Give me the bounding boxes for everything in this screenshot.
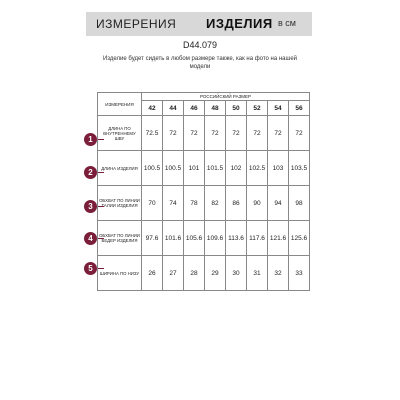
- size-group-header: РОССИЙСКИЙ РАЗМЕР: [142, 93, 310, 101]
- size-header-cell: 54: [268, 101, 289, 116]
- table-cell: 26: [142, 256, 163, 291]
- table-cell: 100.5: [142, 151, 163, 186]
- table-cell: 82: [205, 186, 226, 221]
- measurement-label: ШИРИНА ПО НИЗУ: [98, 256, 142, 291]
- row-number-badge: 2: [84, 166, 97, 179]
- table-cell: 103: [268, 151, 289, 186]
- title-banner: [86, 12, 312, 36]
- table-cell: 78: [184, 186, 205, 221]
- table-cell: 27: [163, 256, 184, 291]
- row-number-badge: 3: [84, 200, 97, 213]
- size-table: [97, 92, 310, 291]
- table-cell: 90: [247, 186, 268, 221]
- table-row: [98, 186, 310, 221]
- table-cell: 30: [226, 256, 247, 291]
- table-cell: 117.6: [247, 221, 268, 256]
- table-cell: 72: [247, 116, 268, 151]
- title-measurements: ИЗМЕРЕНИЯ: [96, 17, 177, 31]
- table-cell: 70: [142, 186, 163, 221]
- size-header-cell: 44: [163, 101, 184, 116]
- table-cell: 102: [226, 151, 247, 186]
- size-header-cell: 56: [289, 101, 310, 116]
- table-cell: 72: [163, 116, 184, 151]
- table-cell: 31: [247, 256, 268, 291]
- title-product: ИЗДЕЛИЯ: [206, 16, 273, 31]
- table-cell: 94: [268, 186, 289, 221]
- table-cell: 101: [184, 151, 205, 186]
- row-pointer-line: [98, 238, 104, 239]
- table-cell: 72: [184, 116, 205, 151]
- table-cell: 72: [289, 116, 310, 151]
- table-cell: 101.6: [163, 221, 184, 256]
- row-pointer-line: [98, 172, 104, 173]
- table-cell: 33: [289, 256, 310, 291]
- table-cell: 72.5: [142, 116, 163, 151]
- row-number-badge: 5: [84, 262, 97, 275]
- table-cell: 32: [268, 256, 289, 291]
- row-pointer-line: [98, 206, 104, 207]
- row-pointer-line: [98, 139, 104, 140]
- table-cell: 29: [205, 256, 226, 291]
- table-cell: 121.6: [268, 221, 289, 256]
- measurement-label: ДЛИНА ПО ВНУТРЕННЕМУ ШВУ: [98, 116, 142, 151]
- table-cell: 72: [226, 116, 247, 151]
- table-cell: 102.5: [247, 151, 268, 186]
- title-unit: в см: [278, 18, 296, 28]
- table-cell: 125.6: [289, 221, 310, 256]
- measurement-header: ИЗМЕРЕНИЯ: [98, 93, 142, 116]
- row-number-badge: 1: [84, 133, 97, 146]
- table-cell: 101.5: [205, 151, 226, 186]
- table-cell: 74: [163, 186, 184, 221]
- row-pointer-line: [98, 268, 104, 269]
- table-row: [98, 151, 310, 186]
- measurement-label: ОБХВАТ ПО ЛИНИИ БЕДЕР ИЗДЕЛИЯ: [98, 221, 142, 256]
- table-cell: 113.6: [226, 221, 247, 256]
- table-cell: 72: [205, 116, 226, 151]
- table-cell: 103.5: [289, 151, 310, 186]
- measurement-label: ДЛИНА ИЗДЕЛИЯ: [98, 151, 142, 186]
- row-number-badge: 4: [84, 232, 97, 245]
- table-row: [98, 116, 310, 151]
- table-cell: 86: [226, 186, 247, 221]
- table-cell: 98: [289, 186, 310, 221]
- product-code: D44.079: [182, 40, 218, 50]
- size-header-cell: 52: [247, 101, 268, 116]
- table-cell: 28: [184, 256, 205, 291]
- table-row: [98, 256, 310, 291]
- size-header-cell: 50: [226, 101, 247, 116]
- size-header-cell: 48: [205, 101, 226, 116]
- table-cell: 72: [268, 116, 289, 151]
- table-cell: 97.6: [142, 221, 163, 256]
- table-row: [98, 221, 310, 256]
- table-cell: 109.6: [205, 221, 226, 256]
- table-cell: 100.5: [163, 151, 184, 186]
- size-header-cell: 46: [184, 101, 205, 116]
- size-header-cell: 42: [142, 101, 163, 116]
- table-cell: 105.6: [184, 221, 205, 256]
- fit-note: Изделие будет сидеть в любом размере также, как на фото на нашей модели: [102, 56, 298, 70]
- measurement-label: ОБХВАТ ПО ЛИНИИ ТАЛИИ ИЗДЕЛИЯ: [98, 186, 142, 221]
